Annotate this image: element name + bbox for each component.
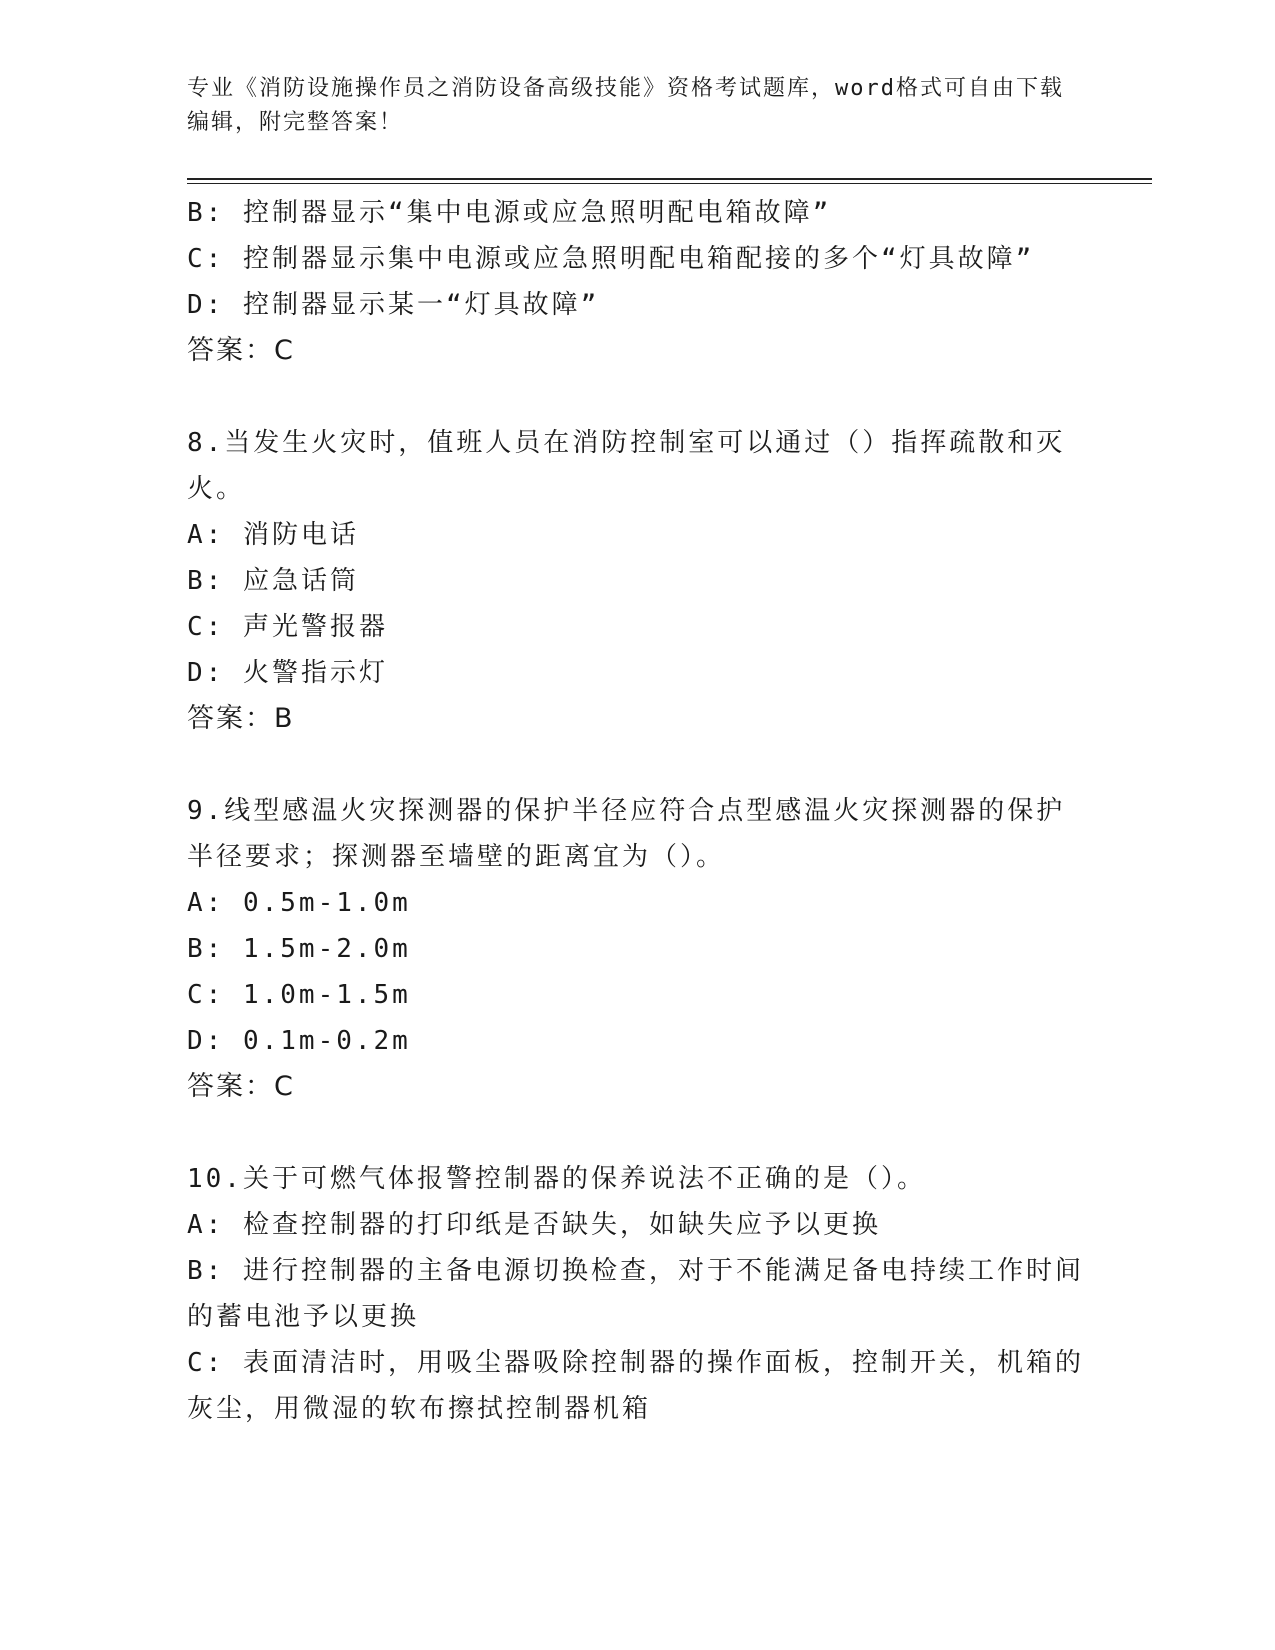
option-a: A: 0.5m-1.0m: [187, 888, 411, 918]
question-stem: 9.线型感温火灾探测器的保护半径应符合点型感温火灾探测器的保护: [187, 796, 1066, 826]
question-8: [187, 420, 1087, 742]
option-d: D: 控制器显示某一“灯具故障”: [187, 290, 600, 320]
option-d: D: 0.1m-0.2m: [187, 1026, 411, 1056]
option-b: B: 1.5m-2.0m: [187, 934, 411, 964]
question-stem-cont: 半径要求；探测器至墙壁的距离宜为（）。: [187, 842, 726, 872]
option-b-cont: 的蓄电池予以更换: [187, 1302, 420, 1332]
spacer: [187, 742, 1087, 788]
answer-line: 答案：C: [187, 335, 295, 366]
option-b: B: 控制器显示“集中电源或应急照明配电箱故障”: [187, 198, 832, 228]
document-body: [187, 190, 1087, 1432]
spacer: [187, 1110, 1087, 1156]
answer-line: 答案：B: [187, 703, 295, 734]
option-a: A: 检查控制器的打印纸是否缺失，如缺失应予以更换: [187, 1210, 881, 1240]
spacer: [187, 374, 1087, 420]
header-divider: [187, 178, 1152, 180]
question-stem: 10.关于可燃气体报警控制器的保养说法不正确的是（）。: [187, 1164, 926, 1194]
question-stem-cont: 火。: [187, 474, 246, 504]
option-c: C: 表面清洁时，用吸尘器吸除控制器的操作面板，控制开关，机箱的: [187, 1348, 1084, 1378]
question-9: [187, 788, 1087, 1110]
option-a: A: 消防电话: [187, 520, 359, 550]
option-c: C: 控制器显示集中电源或应急照明配电箱配接的多个“灯具故障”: [187, 244, 1035, 274]
option-b: B: 进行控制器的主备电源切换检查，对于不能满足备电持续工作时间: [187, 1256, 1084, 1286]
question-10: [187, 1156, 1087, 1432]
option-c-cont: 灰尘，用微湿的软布擦拭控制器机箱: [187, 1394, 652, 1424]
answer-line: 答案：C: [187, 1071, 295, 1102]
prev-question-block: [187, 190, 1087, 374]
option-c: C: 1.0m-1.5m: [187, 980, 411, 1010]
header-divider-thin: [187, 183, 1152, 184]
option-b: B: 应急话筒: [187, 566, 359, 596]
question-stem: 8.当发生火灾时，值班人员在消防控制室可以通过（）指挥疏散和灭: [187, 428, 1066, 458]
option-c: C: 声光警报器: [187, 612, 388, 642]
option-d: D: 火警指示灯: [187, 658, 388, 688]
document-header: 专业《消防设施操作员之消防设备高级技能》资格考试题库，word格式可自由下载编辑，附完整答案！: [187, 76, 1064, 135]
